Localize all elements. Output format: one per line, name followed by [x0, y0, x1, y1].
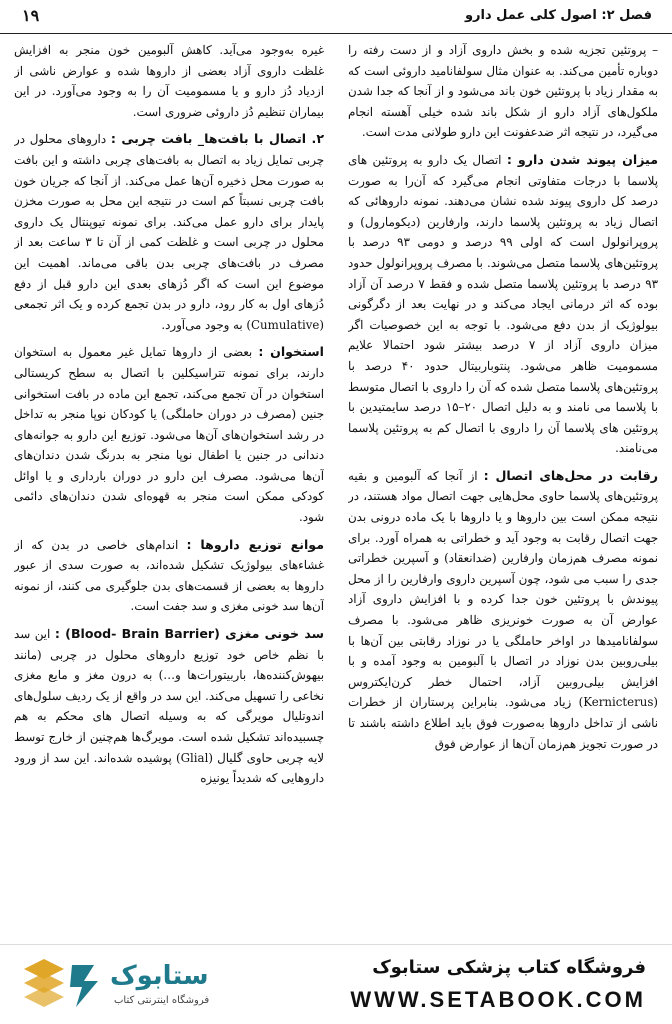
footer-banner: [0, 944, 672, 1024]
paragraph: [14, 40, 324, 122]
section-heading: موانع توزیع داروها :: [186, 536, 324, 552]
section-heading: ۲. اتصال با بافت‌ها_ بافت چربی :: [110, 131, 324, 147]
paragraph-text: بعضی از داروها تمایل غیر معمول به استخوان دارند، برای نمونه تتراسیکلین با اتصال به سطح کریستالی استخوان در آن تجمع می‌کند، تجمع این ماده در بافت استخوانی جنین (مصرف در دوران حاملگی) یا کودکان نوپا منجر به تداخل در رشد استخوان‌های آن‌ها می‌شود. توزیع این دارو به جوانه‌های دندانی در جنین یا اطفال نوپا منجر به بدرنگ شدن دندان‌های آن‌ها می‌شود. مصرف این دارو در دوران بارداری و یا اوائل کودکی ممکن است منجر به قهوه‌ای شدن دندان‌های دائمی شود.: [14, 345, 324, 525]
paragraph-text: اتصال یک دارو به پروتئین های پلاسما با درجات متفاوتی انجام می‌گیرد که آن‌را به صورت درصد کل داروی پیوند شده نشان می‌دهند. نمونه داروهائی که اتصال زیاد به پروتئین پلاسما دارند، وارفارین (دیکومارول) و پروپرانولول است که اولی ۹۹ درصد و دومی ۹۳ درصد با پروتئین‌های پلاسما متصل می‌شوند. با مصرف پروپرانولول حدود ۹۳ درصد با پروتئین پلاسما متصل شده و فقط ۷ درصد آن آزاد بوده که اثر درمانی ایجاد می‌کند و در نهایت بعد از دگرگونی بیولوژیک از بدن دفع می‌شود. با توجه به این خصوصیات اگر میزان داروی آزاد از ۷ درصد بیشتر شود احتمالا علایم مسمومیت ظاهر می‌شود. پنتوباربیتال حدود ۴۰ درصد با پروتئین‌های پلاسما متصل شده که آن را داروی با اتصال متوسط با پلاسما می نامند و به دلیل اتصال ۲۰–۱۵ درصد سایمتیدین با پروتئین های پلاسما آن را داروی با اتصال کم به پروتئین پلاسما می‌نامند.: [348, 152, 658, 456]
logo-mark-icon: [14, 951, 104, 1017]
page-number: ۱۹: [22, 6, 40, 25]
section-heading: رقابت در محل‌های اتصال :: [483, 467, 658, 483]
section-heading: سد خونی مغزی (Blood- Brain Barrier) :: [54, 626, 324, 642]
section-heading: استخوان :: [258, 344, 324, 360]
footer-store-name: فروشگاه کتاب پزشکی ستابوک: [372, 957, 646, 978]
body-columns: [14, 40, 658, 938]
logo-subtitle: فروشگاه اینترنتی کتاب: [114, 995, 210, 1006]
paragraph: [14, 624, 324, 789]
paragraph: [14, 535, 324, 617]
page-header: [0, 0, 672, 34]
chapter-title: فصل ۲: اصول کلی عمل دارو: [464, 8, 652, 23]
paragraph: [14, 129, 324, 335]
paragraph-text: این سد با نظم خاص خود توزیع داروهای محلول در چربی (مانند بیهوش‌کننده‌ها، باربیتورات‌ها و…) به درون مغز و مایع مغزی نخاعی را تسهیل می‌کند. این سد در واقع از یک ردیف سلول‌های اندوتلیال مویرگی که به وسیله اتصال های محکم به هم چسبیده‌اند تشکیل شده است. مویرگ‌ها هم‌چنین از خارج توسط لایه چربی حاوی گلیال (Glial) پوشیده شده‌اند. این سد از ورود داروهایی که شدیداً یونیزه: [14, 627, 324, 786]
left-column: [14, 40, 324, 938]
paragraph-text: – پروتئین تجزیه شده و بخش داروی آزاد و از دست رفته را دوباره تأمین می‌کند. به عنوان مثال سولفانامید داروئی است که به مقدار زیاد با پروتئین خون باند می‌شود و از آنجا که جدا شدن ملکول‌های آزاد دارو از شکل باند شده خیلی آهسته انجام می‌گیرد، در نتیجه اثر ضدعفونت این دارو طولانی مدت است.: [348, 43, 658, 140]
paragraph-text: از آنجا که آلبومین و بقیه پروتئین‌های پلاسما حاوی محل‌هایی جهت اتصال مواد هستند، در نتیجه ممکن است بین داروها و یا داروها با یک ماده درونی بدن جهت اتصال رقابت به وجود آید و خطراتی به همراه آورد. برای نمونه مصرف هم‌زمان وارفارین (ضدانعقاد) و آسپرین خطراتی جدی را سبب می شود، چون آسپرین داروی وارفارین را از محل پیوندش با پروتئین خون جدا کرده و با افزایش داروی آزاد عوارض آن به صورت خونریزی ظاهر می‌شود. با مصرف سولفانامیدها در اواخر حاملگی یا در نوزاد رقابتی بین آن‌ها با بیلی‌روبین بدن نوزاد در اتصال با آلبومین به وجود آمده و با افزایش بیلی‌روبین آزاد، احتمال خطر کرن‌ایکتروس (Kernicterus) زیاد می‌شود. بنابراین پرستاران از خطرات ناشی از تداخل داروها به‌صورت فوق باید اطلاع داشته باشند تا در صورت تجویز هم‌زمان آن‌ها از عوارض فوق: [348, 468, 658, 751]
paragraph-text: غیره به‌وجود می‌آید. کاهش آلبومین خون منجر به افزایش غلظت داروی آزاد بعضی از داروها شده و عوارض ناشی از ازدیاد دُز دارو و یا مسمومیت آن را به وجود می‌آورد. در این بیماران تنظیم دُز داروئی ضروری است.: [14, 43, 324, 119]
footer-url[interactable]: WWW.SETABOOK.COM: [350, 987, 646, 1012]
setabook-logo: [14, 951, 264, 1017]
right-column: [348, 40, 658, 938]
paragraph: [348, 40, 658, 143]
section-heading: میزان پیوند شدن دارو :: [506, 151, 658, 167]
logo-wordmark: ستابوک: [110, 961, 209, 991]
paragraph-text: داروهای محلول در چربی تمایل زیاد به اتصال به بافت‌های چربی داشته و این بافت به صورت محل ذخیره آن‌ها عمل می‌کند. از آنجا که جریان خون بافت چربی نسبتاً کم است در نتیجه این محل به صورت مخزن پایدار برای دارو عمل می‌کند. برای نمونه تیوپنتال یک داروی محلول در چربی است و غلظت کمی از آن تا ۳ ساعت بعد از مصرف در بافت‌های چربی بدن باقی می‌ماند. اهمیت این موضوع این است که اگر دُزهای بعدی این دارو قبل از دفع دُزهای اول به کار رود، دارو در بدن تجمع کرده و یک اثر تجمعی (Cumulative) به وجود می‌آورد.: [14, 132, 324, 332]
paragraph: [348, 466, 658, 754]
page-bottom-fade: [14, 912, 658, 938]
paragraph: [348, 150, 658, 459]
paragraph-text: اندام‌های خاصی در بدن که از غشاءهای بیولوژیک تشکیل شده‌اند، به صورت سدی از عبور داروها به بعضی از قسمت‌های بدن جلوگیری می کنند، از نمونه آن‌ها سد خونی مغزی و سد جفت است.: [14, 537, 324, 614]
paragraph: [14, 342, 324, 527]
